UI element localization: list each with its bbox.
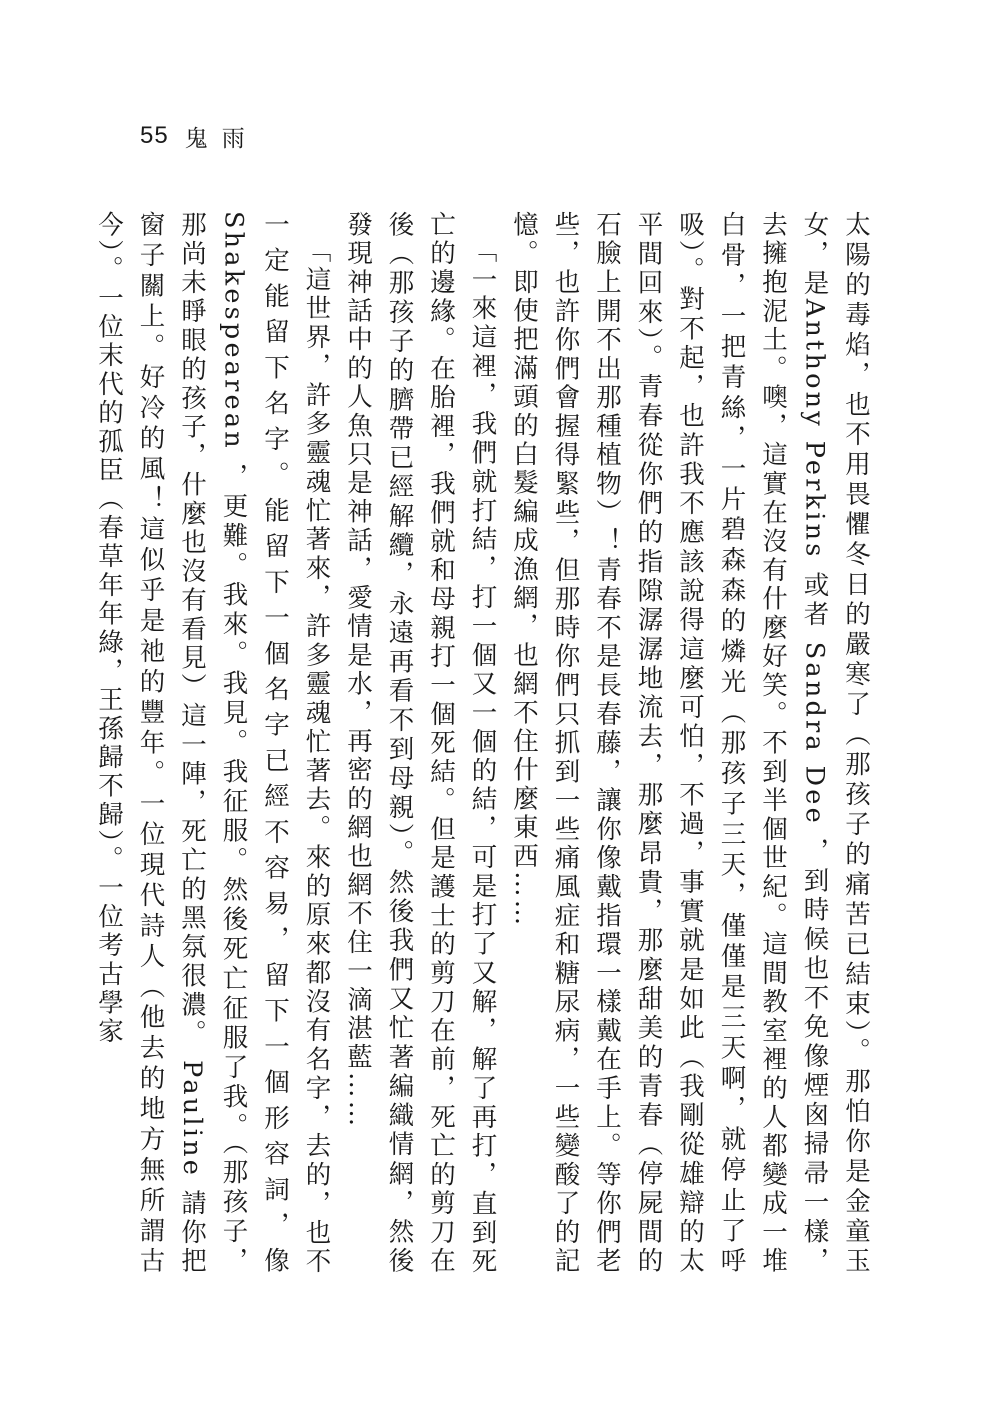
paragraph-2: 「一來這裡，我們就打結，打一個又一個的結，可是打了又解，解了再打，直到死亡的邊緣。在胎裡，我們就和母親打一個死結。但是護士的剪刀在前，死亡的剪刀在後（那孩子的臍帶已經解纜，永遠再看不到母親）。然後我們又忙著編織情網，然後發現神話中的人魚只是神話，愛情是水，再密的網也網不住一滴湛藍……	[343, 211, 498, 1276]
paragraph-3: 「這世界，許多靈魂忙著來，許多靈魂忙著去。來的原來都沒有名字，去的，也不一定能留下名字。能留下一個名字已經不容易，留下一個形容詞，像 Shakespearean ，更難。我來。我見。我征服。然後死亡征服了我。（那孩子，那尚未睜眼的孩子，什麼也沒有看見）這一陣，死亡的黑氛很濃。 Pauline 請你把窗子關上。好冷的風！這似乎是祂的豐年。一位現代詩人（他去的地方無所謂古今）。一位末代的孤臣（春草年年綠，王孫歸不歸）。一位考古學家	[94, 211, 332, 1276]
page-number: 55	[140, 122, 169, 149]
paragraph-1: 太陽的毒焰，也不用畏懼冬日的嚴寒了（那孩子的痛苦已結束）。那怕你是金童玉女，是Anthony Perkins 或者 Sandra Dee ，到時候也不免像煙囪掃帚一樣，去擁抱泥土。噢，這實在沒有什麼好笑。不到半個世紀。這間教室裡的人都變成一堆白骨，一把青絲，一片碧森森的燐光（那孩子三天，僅僅是三天啊，就停止了呼吸）。對不起，也許我不應該說得這麼可怕，不過，事實就是如此（我剛從雄辯的太平間回來）。青春從你們的指隙潺潺地流去，那麼昂貴，那麼甜美的青春（停屍間的石臉上開不出那種植物）！青春不是長春藤，讓你像戴指環一樣戴在手上。等你們老些，也許你們會握得緊些，但那時你們只抓到一些痛風症和糖尿病，一些變酸了的記憶。即使把滿頭的白髮編成漁網，也網不住什麼東西……	[509, 211, 871, 1276]
body-text	[94, 211, 876, 1276]
running-header	[140, 116, 259, 156]
chapter-title: 鬼雨	[184, 125, 259, 152]
